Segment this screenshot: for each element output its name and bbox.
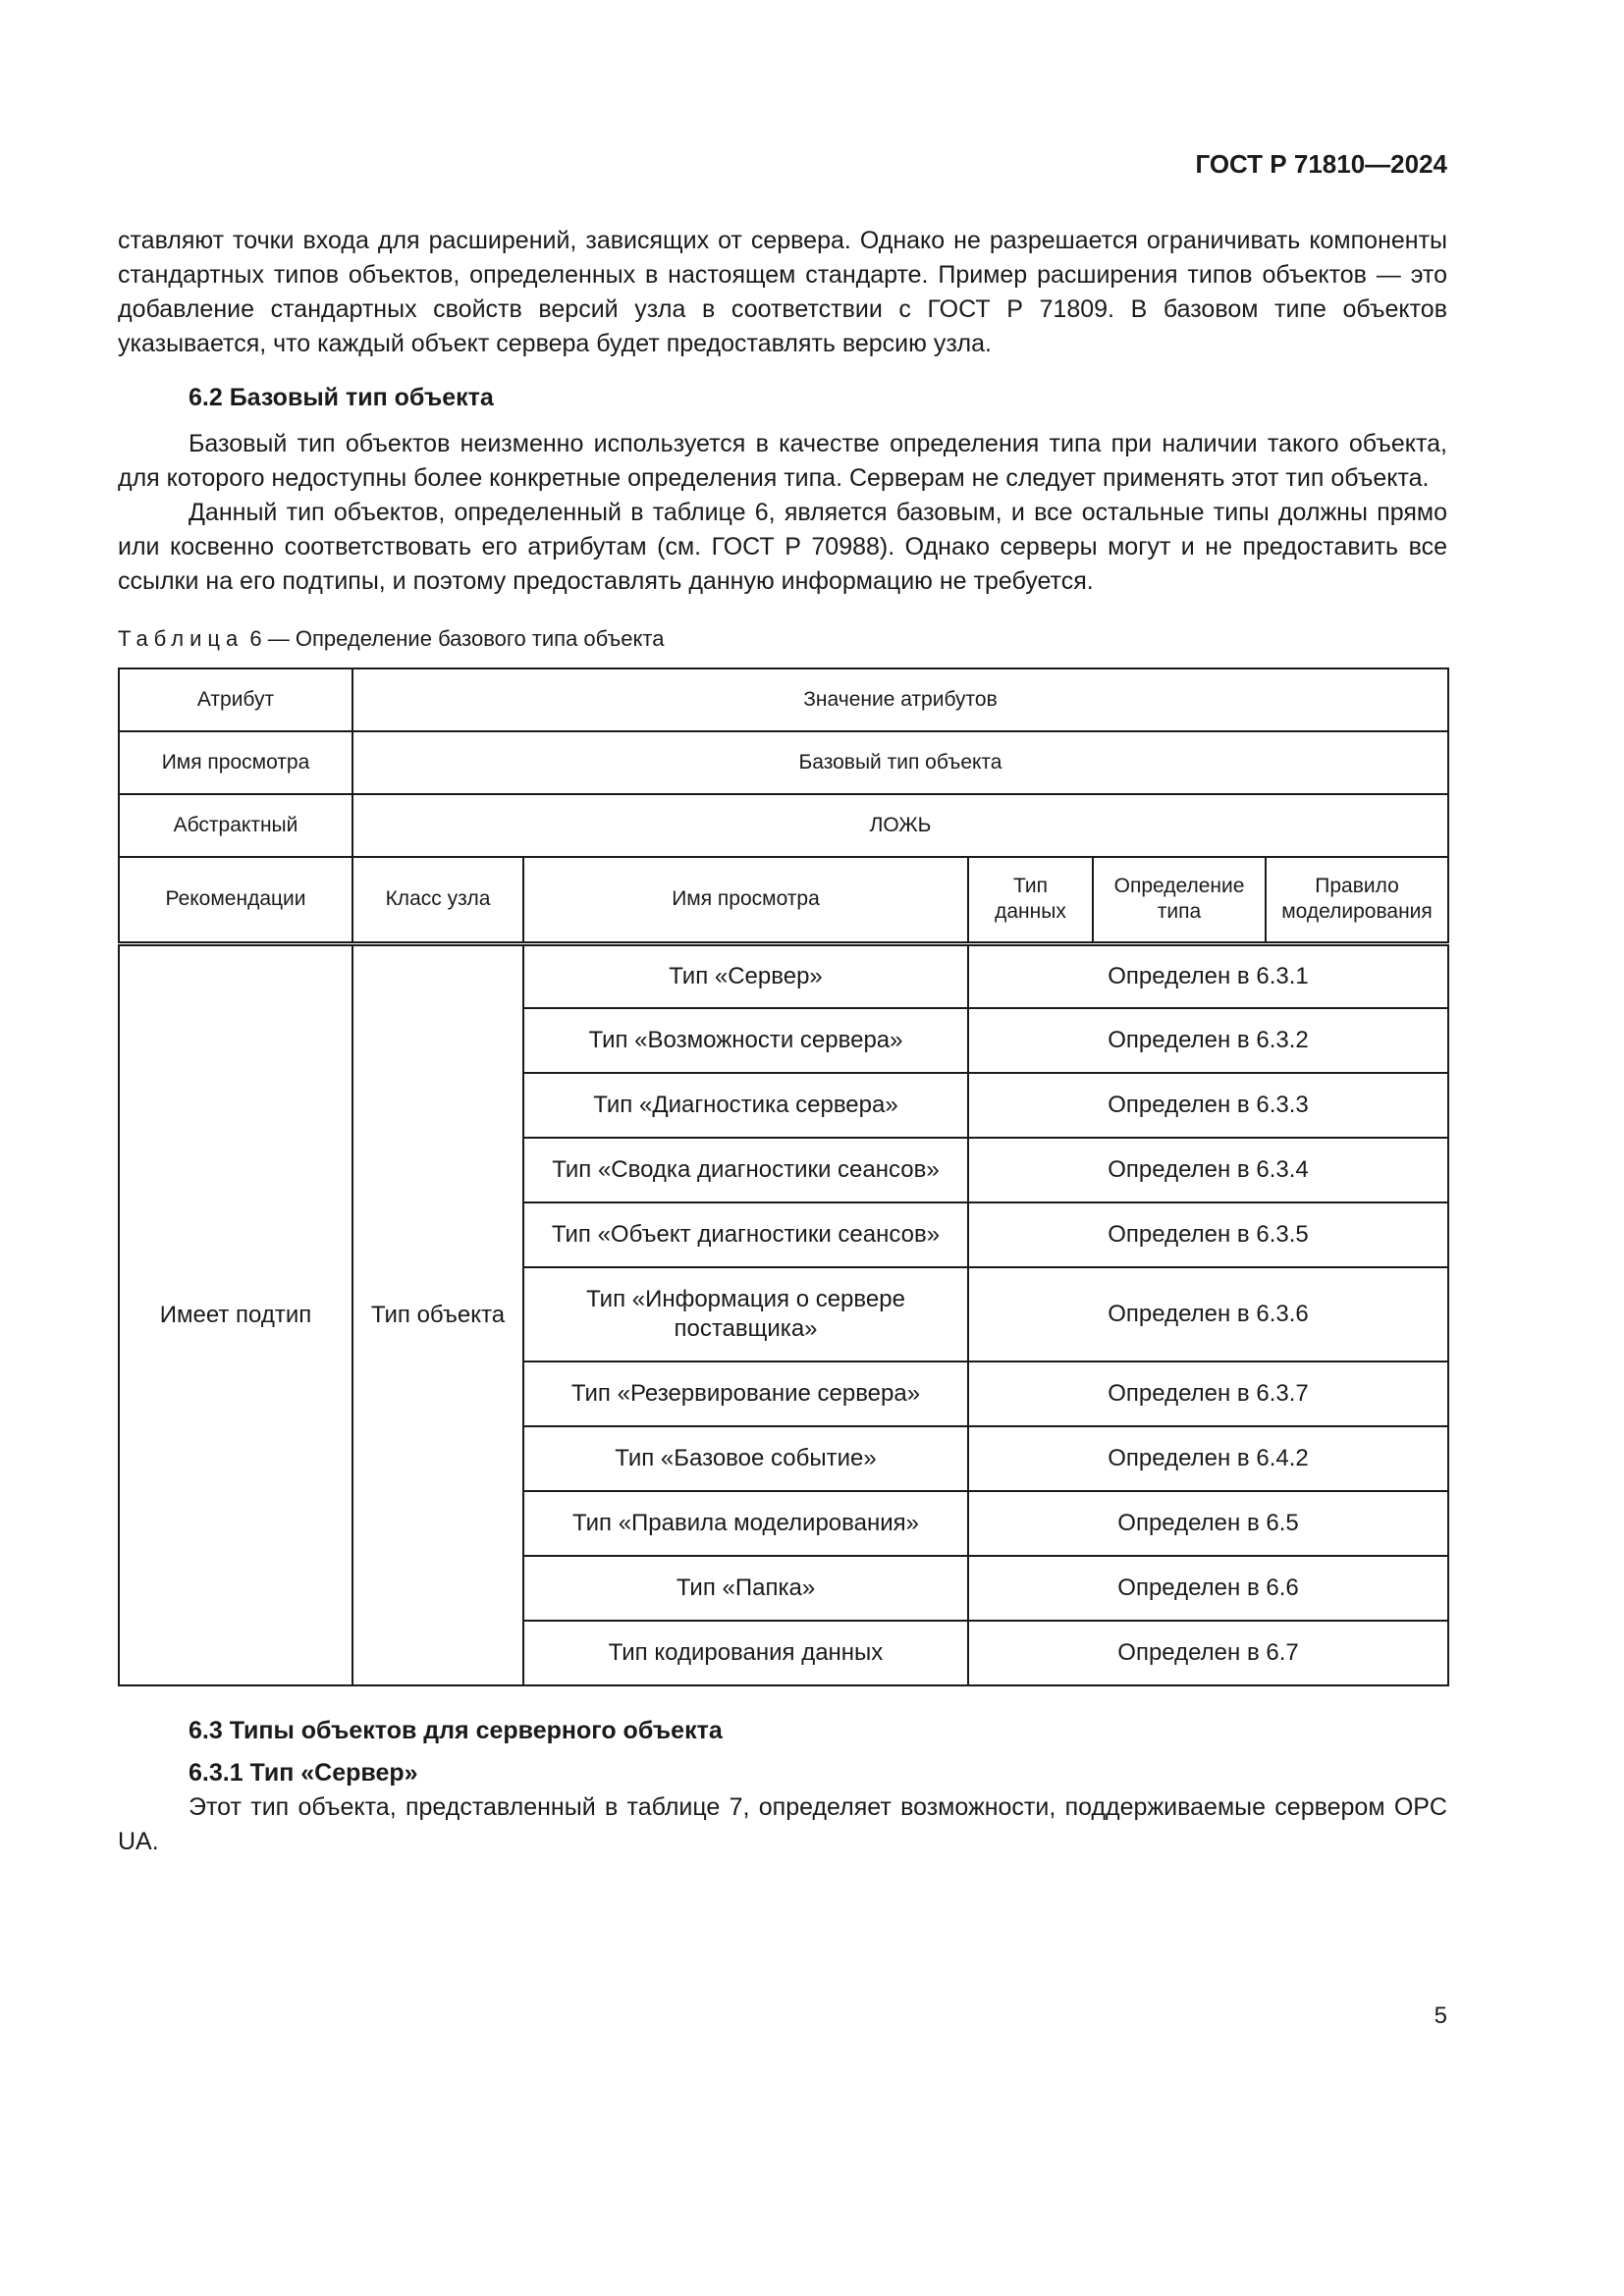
page-number: 5 bbox=[1434, 2002, 1447, 2029]
table-6-base-object-type bbox=[118, 667, 1449, 1686]
table-caption-title: 6 — Определение базового типа объекта bbox=[249, 626, 665, 651]
row-browse-name: Тип «Базовое событие» bbox=[523, 1426, 968, 1491]
row-definition: Определен в 6.5 bbox=[968, 1491, 1448, 1556]
abstract-row bbox=[119, 794, 1448, 857]
row-browse-name: Тип «Диагностика сервера» bbox=[523, 1073, 968, 1138]
row-definition: Определен в 6.3.1 bbox=[968, 943, 1448, 1008]
node-class-cell: Тип объекта bbox=[352, 943, 523, 1685]
section-6-3-heading: 6.3 Типы объектов для серверного объекта bbox=[189, 1717, 723, 1744]
browse-name-row bbox=[119, 731, 1448, 794]
table-caption-label: Таблица bbox=[118, 626, 244, 651]
row-definition: Определен в 6.4.2 bbox=[968, 1426, 1448, 1491]
modelling-rule-header: Правило моделирования bbox=[1266, 857, 1448, 943]
row-definition: Определен в 6.6 bbox=[968, 1556, 1448, 1621]
document-standard-number: ГОСТ Р 71810—2024 bbox=[1195, 149, 1447, 179]
row-definition: Определен в 6.3.4 bbox=[968, 1138, 1448, 1202]
data-type-header: Тип данных bbox=[968, 857, 1093, 943]
row-browse-name: Тип «Резервирование сервера» bbox=[523, 1362, 968, 1426]
row-definition: Определен в 6.3.2 bbox=[968, 1008, 1448, 1073]
row-definition: Определен в 6.3.6 bbox=[968, 1267, 1448, 1362]
row-definition: Определен в 6.7 bbox=[968, 1621, 1448, 1685]
row-browse-name: Тип «Папка» bbox=[523, 1556, 968, 1621]
row-browse-name: Тип «Сводка диагностики сеансов» bbox=[523, 1138, 968, 1202]
row-browse-name: Тип «Правила моделирования» bbox=[523, 1491, 968, 1556]
abstract-label: Абстрактный bbox=[119, 794, 352, 857]
row-definition: Определен в 6.3.7 bbox=[968, 1362, 1448, 1426]
value-header: Значение атрибутов bbox=[352, 668, 1448, 731]
row-browse-name: Тип «Сервер» bbox=[523, 943, 968, 1008]
row-browse-name: Тип «Объект диагностики сеансов» bbox=[523, 1202, 968, 1267]
section-6-3-1-paragraph: Этот тип объекта, представленный в таблице 7, определяет возможности, поддерживаемые сервером OPC UA. bbox=[118, 1793, 1447, 1855]
table-6-caption bbox=[118, 624, 1447, 654]
has-subtype-cell: Имеет подтип bbox=[119, 943, 352, 1685]
browse-name-label: Имя просмотра bbox=[119, 731, 352, 794]
row-browse-name: Тип кодирования данных bbox=[523, 1621, 968, 1685]
row-browse-name: Тип «Возможности сервера» bbox=[523, 1008, 968, 1073]
page-content bbox=[118, 224, 1447, 1859]
row-definition: Определен в 6.3.5 bbox=[968, 1202, 1448, 1267]
row-browse-name: Тип «Информация о сервере поставщика» bbox=[523, 1267, 968, 1362]
table-header-row bbox=[119, 668, 1448, 731]
table-row bbox=[119, 943, 1448, 1008]
row-definition: Определен в 6.3.3 bbox=[968, 1073, 1448, 1138]
type-definition-header: Определение типа bbox=[1093, 857, 1266, 943]
attr-header: Атрибут bbox=[119, 668, 352, 731]
browse-name-header: Имя просмотра bbox=[523, 857, 968, 943]
section-6-2-paragraph-1: Базовый тип объектов неизменно используется в качестве определения типа при наличии такого объекта, для которого недоступны более конкретные определения типа. Серверам не следует применять этот тип объекта. bbox=[118, 430, 1447, 492]
section-6-2-heading: 6.2 Базовый тип объекта bbox=[189, 384, 494, 411]
section-6-3-1-heading: 6.3.1 Тип «Сервер» bbox=[189, 1759, 418, 1787]
section-6-2-paragraph-2: Данный тип объектов, определенный в таблице 6, является базовым, и все остальные типы должны прямо или косвенно соответствовать его атрибутам (см. ГОСТ Р 70988). Однако серверы могут и не предоставить все ссылки на его подтипы, и поэтому предоставлять данную информацию не требуется. bbox=[118, 499, 1447, 595]
browse-name-value: Базовый тип объекта bbox=[352, 731, 1448, 794]
references-header: Рекомендации bbox=[119, 857, 352, 943]
references-header-row bbox=[119, 857, 1448, 943]
node-class-header: Класс узла bbox=[352, 857, 523, 943]
abstract-value: ЛОЖЬ bbox=[352, 794, 1448, 857]
intro-paragraph: ставляют точки входа для расширений, зависящих от сервера. Однако не разрешается ограничивать компоненты стандартных типов объектов, определенных в настоящем стандарте. Пример расширения типов объектов — это добавление стандартных свойств версий узла в соответствии с ГОСТ Р 71809. В базовом типе объектов указывается, что каждый объект сервера будет предоставлять версию узла. bbox=[118, 227, 1447, 357]
